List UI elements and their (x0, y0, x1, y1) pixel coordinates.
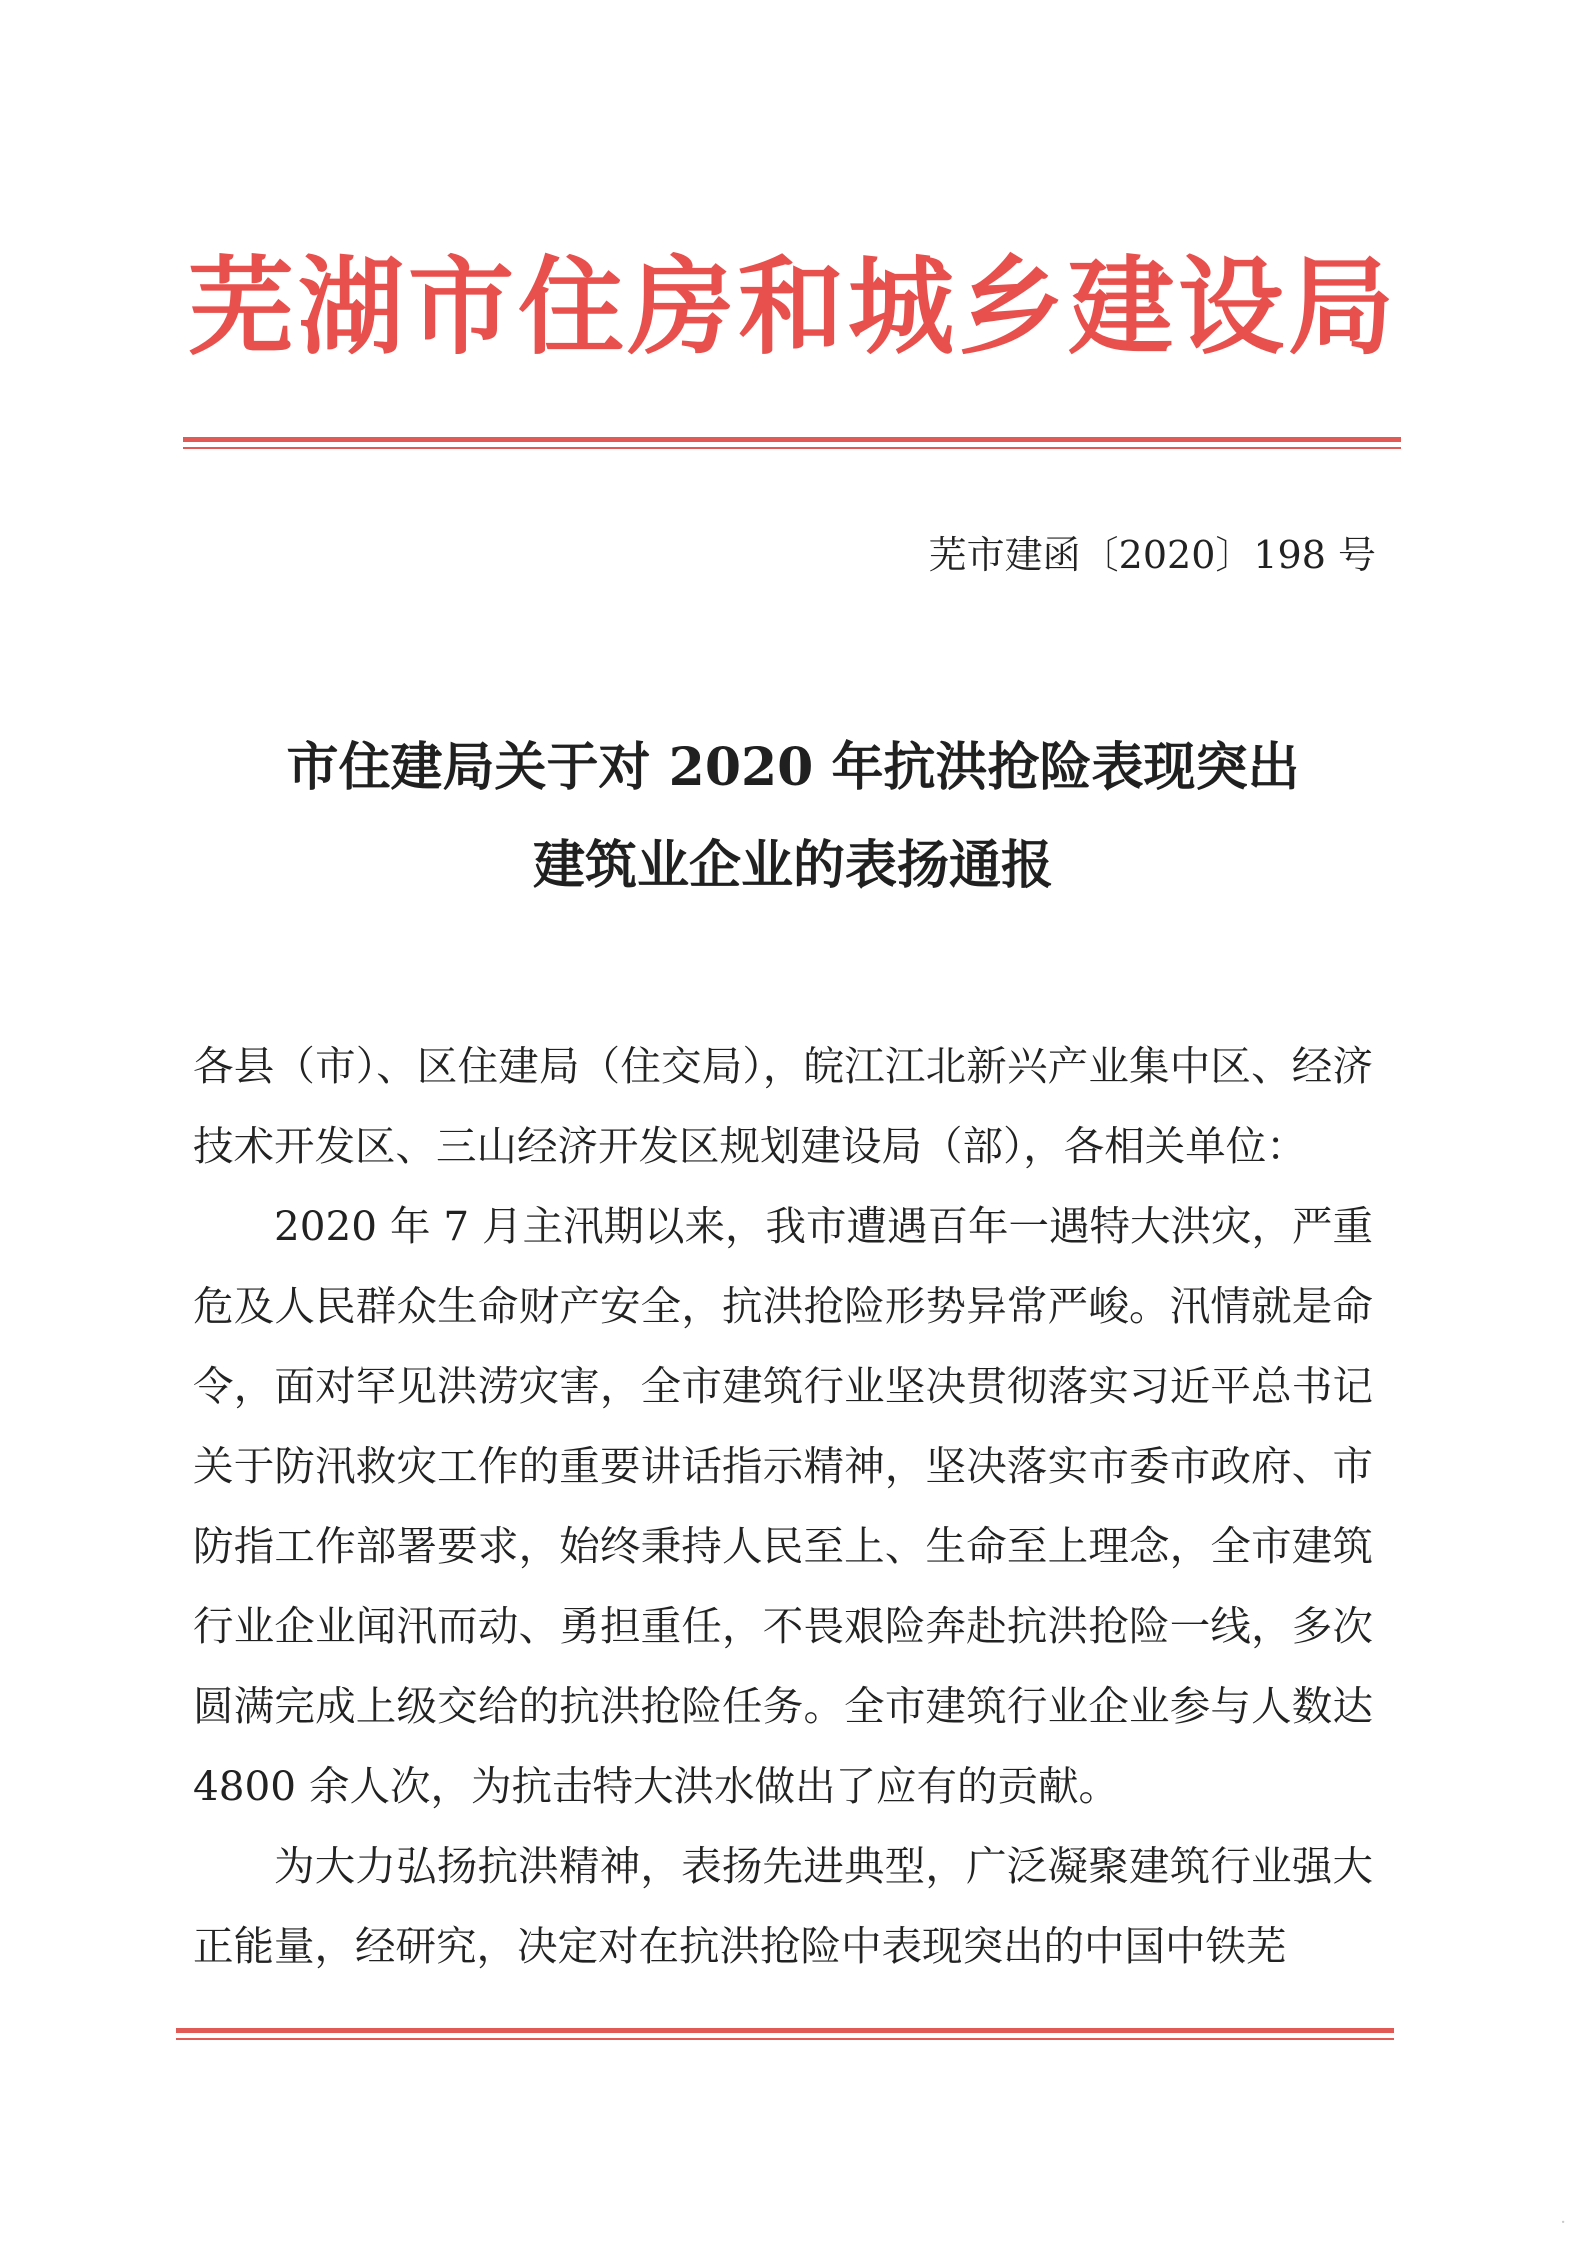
corner-mark: · (1560, 2212, 1568, 2233)
body-paragraph-1: 2020 年 7 月主汛期以来，我市遭遇百年一遇特大洪灾，严重危及人民群众生命财产安全，抗洪抢险形势异常严峻。汛情就是命令，面对罕见洪涝灾害，全市建筑行业坚决贯彻落实习近平总书记关于防汛救灾工作的重要讲话指示精神，坚决落实市委市政府、市防指工作部署要求，始终秉持人民至上、生命至上理念，全市建筑行业企业闻汛而动、勇担重任，不畏艰险奔赴抗洪抢险一线，多次圆满完成上级交给的抗洪抢险任务。全市建筑行业企业参与人数达 4800 余人次，为抗击特大洪水做出了应有的贡献。 (193, 1202, 1373, 1810)
addressee: 各县（市）、区住建局（住交局），皖江江北新兴产业集中区、经济技术开发区、三山经济开发区规划建设局（部），各相关单位： (193, 1042, 1373, 1170)
document-number: 芜市建函〔2020〕198 号 (928, 533, 1376, 577)
document-title-line-2: 建筑业企业的表扬通报 (532, 835, 1053, 896)
letterhead-rule-thin (183, 447, 1401, 449)
footer-rule-thick (176, 2028, 1394, 2033)
letterhead-title: 芜湖市住房和城乡建设局 (188, 246, 1398, 369)
letterhead-rule-thick (183, 437, 1401, 442)
footer-rule-thin (176, 2038, 1394, 2040)
document-body (193, 1026, 1373, 1986)
document-title-line-1: 市住建局关于对 2020 年抗洪抢险表现突出 (286, 737, 1300, 798)
body-paragraph-2: 为大力弘扬抗洪精神，表扬先进典型，广泛凝聚建筑行业强大正能量，经研究，决定对在抗洪抢险中表现突出的中国中铁芜 (193, 1842, 1373, 1970)
